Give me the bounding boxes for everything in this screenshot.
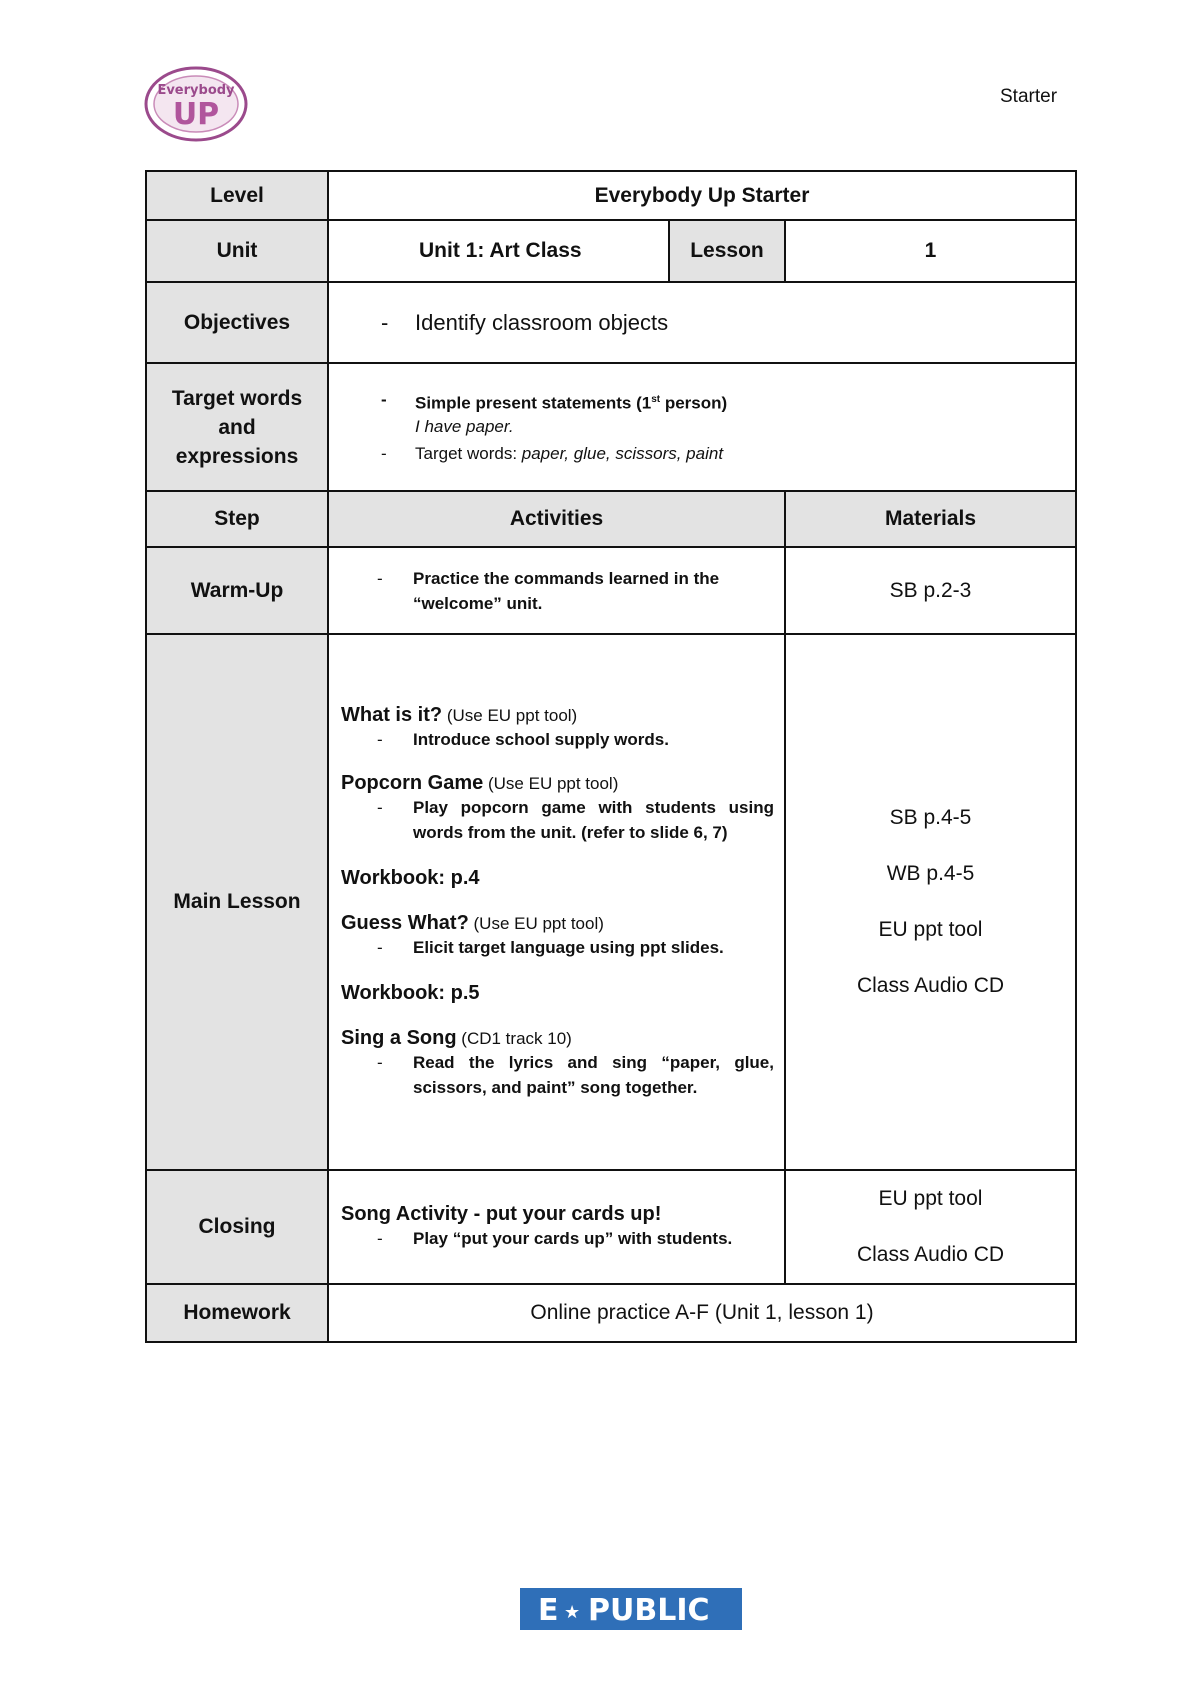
activities-label: Activities: [328, 491, 785, 547]
unit-label: Unit: [146, 220, 328, 282]
svg-text:Everybody: Everybody: [157, 83, 235, 98]
closing-label: Closing: [146, 1170, 328, 1284]
target-label: [146, 363, 328, 491]
homework-row: [146, 1284, 1076, 1342]
epublic-logo: [520, 1588, 742, 1630]
main-lesson-activities: [328, 634, 785, 1170]
target-row: [146, 363, 1076, 491]
objectives-row: [146, 282, 1076, 363]
lesson-value: 1: [785, 220, 1076, 282]
star-icon: ★: [564, 1602, 581, 1623]
main-lesson-row: [146, 634, 1076, 1170]
objectives-value: [328, 282, 1076, 363]
svg-text:PUBLIC: PUBLIC: [588, 1593, 710, 1628]
target-label-line3: expressions: [175, 444, 299, 468]
material-wb: WB p.4-5: [886, 862, 975, 885]
activity-popcorn-item: - Play popcorn game with students using words from the unit. (refer to slide 6, 7): [341, 795, 774, 845]
objectives-label: Objectives: [146, 282, 328, 363]
lesson-label: Lesson: [669, 220, 785, 282]
closing-row: [146, 1170, 1076, 1284]
lesson-plan-table: [145, 170, 1077, 1343]
warmup-material: SB p.2-3: [785, 547, 1076, 634]
main-lesson-materials: [785, 634, 1076, 1170]
main-lesson-label: Main Lesson: [146, 634, 328, 1170]
target-example: I have paper.: [415, 417, 514, 437]
activity-what-is-it-item: - Introduce school supply words.: [341, 727, 774, 752]
activity-what-is-it: What is it? (Use EU ppt tool): [341, 704, 578, 726]
level-row: [146, 171, 1076, 220]
target-item-words: - Target words: paper, glue, scissors, paint: [329, 442, 1075, 466]
activity-workbook-p4: Workbook: p.4: [341, 867, 480, 889]
closing-materials: [785, 1170, 1076, 1284]
material-sb: SB p.4-5: [889, 806, 972, 829]
target-value: [328, 363, 1076, 491]
activity-workbook-p5: Workbook: p.5: [341, 982, 480, 1004]
unit-value: Unit 1: Art Class: [328, 220, 669, 282]
target-item-grammar: - Simple present statements (1st person) I have paper.: [329, 388, 1075, 440]
materials-label: Materials: [785, 491, 1076, 547]
level-label: Level: [146, 171, 328, 220]
activity-guess-what: Guess What? (Use EU ppt tool): [341, 912, 604, 934]
svg-text:E: E: [538, 1593, 559, 1628]
homework-value: Online practice A-F (Unit 1, lesson 1): [328, 1284, 1076, 1342]
warmup-item: - Practice the commands learned in the “welcome” unit.: [341, 566, 774, 616]
closing-activity: [328, 1170, 785, 1284]
everybody-up-logo: [140, 60, 252, 144]
closing-material-ppt: EU ppt tool: [878, 1187, 983, 1210]
svg-text:UP: UP: [172, 97, 220, 132]
warmup-row: [146, 547, 1076, 634]
target-label-line1: Target words: [171, 386, 303, 410]
material-ppt: EU ppt tool: [878, 918, 983, 941]
step-header-row: [146, 491, 1076, 547]
unit-row: [146, 220, 1076, 282]
step-label: Step: [146, 491, 328, 547]
target-label-line2: and: [218, 415, 256, 439]
closing-material-cd: Class Audio CD: [856, 1243, 1005, 1266]
activity-guess-what-item: - Elicit target language using ppt slides.: [341, 935, 774, 960]
objective-item: - Identify classroom objects: [329, 310, 1075, 336]
closing-title: Song Activity - put your cards up!: [341, 1203, 662, 1225]
warmup-label: Warm-Up: [146, 547, 328, 634]
homework-label: Homework: [146, 1284, 328, 1342]
material-cd: Class Audio CD: [856, 974, 1005, 997]
activity-sing-a-song: Sing a Song (CD1 track 10): [341, 1027, 572, 1049]
closing-item: - Play “put your cards up” with students.: [341, 1226, 774, 1251]
warmup-activity: [328, 547, 785, 634]
level-value: Everybody Up Starter: [328, 171, 1076, 220]
activity-sing-a-song-item: - Read the lyrics and sing “paper, glue, scissors, and paint” song together.: [341, 1050, 774, 1100]
activity-popcorn: Popcorn Game (Use EU ppt tool): [341, 772, 619, 794]
level-tag: Starter: [1000, 86, 1058, 107]
